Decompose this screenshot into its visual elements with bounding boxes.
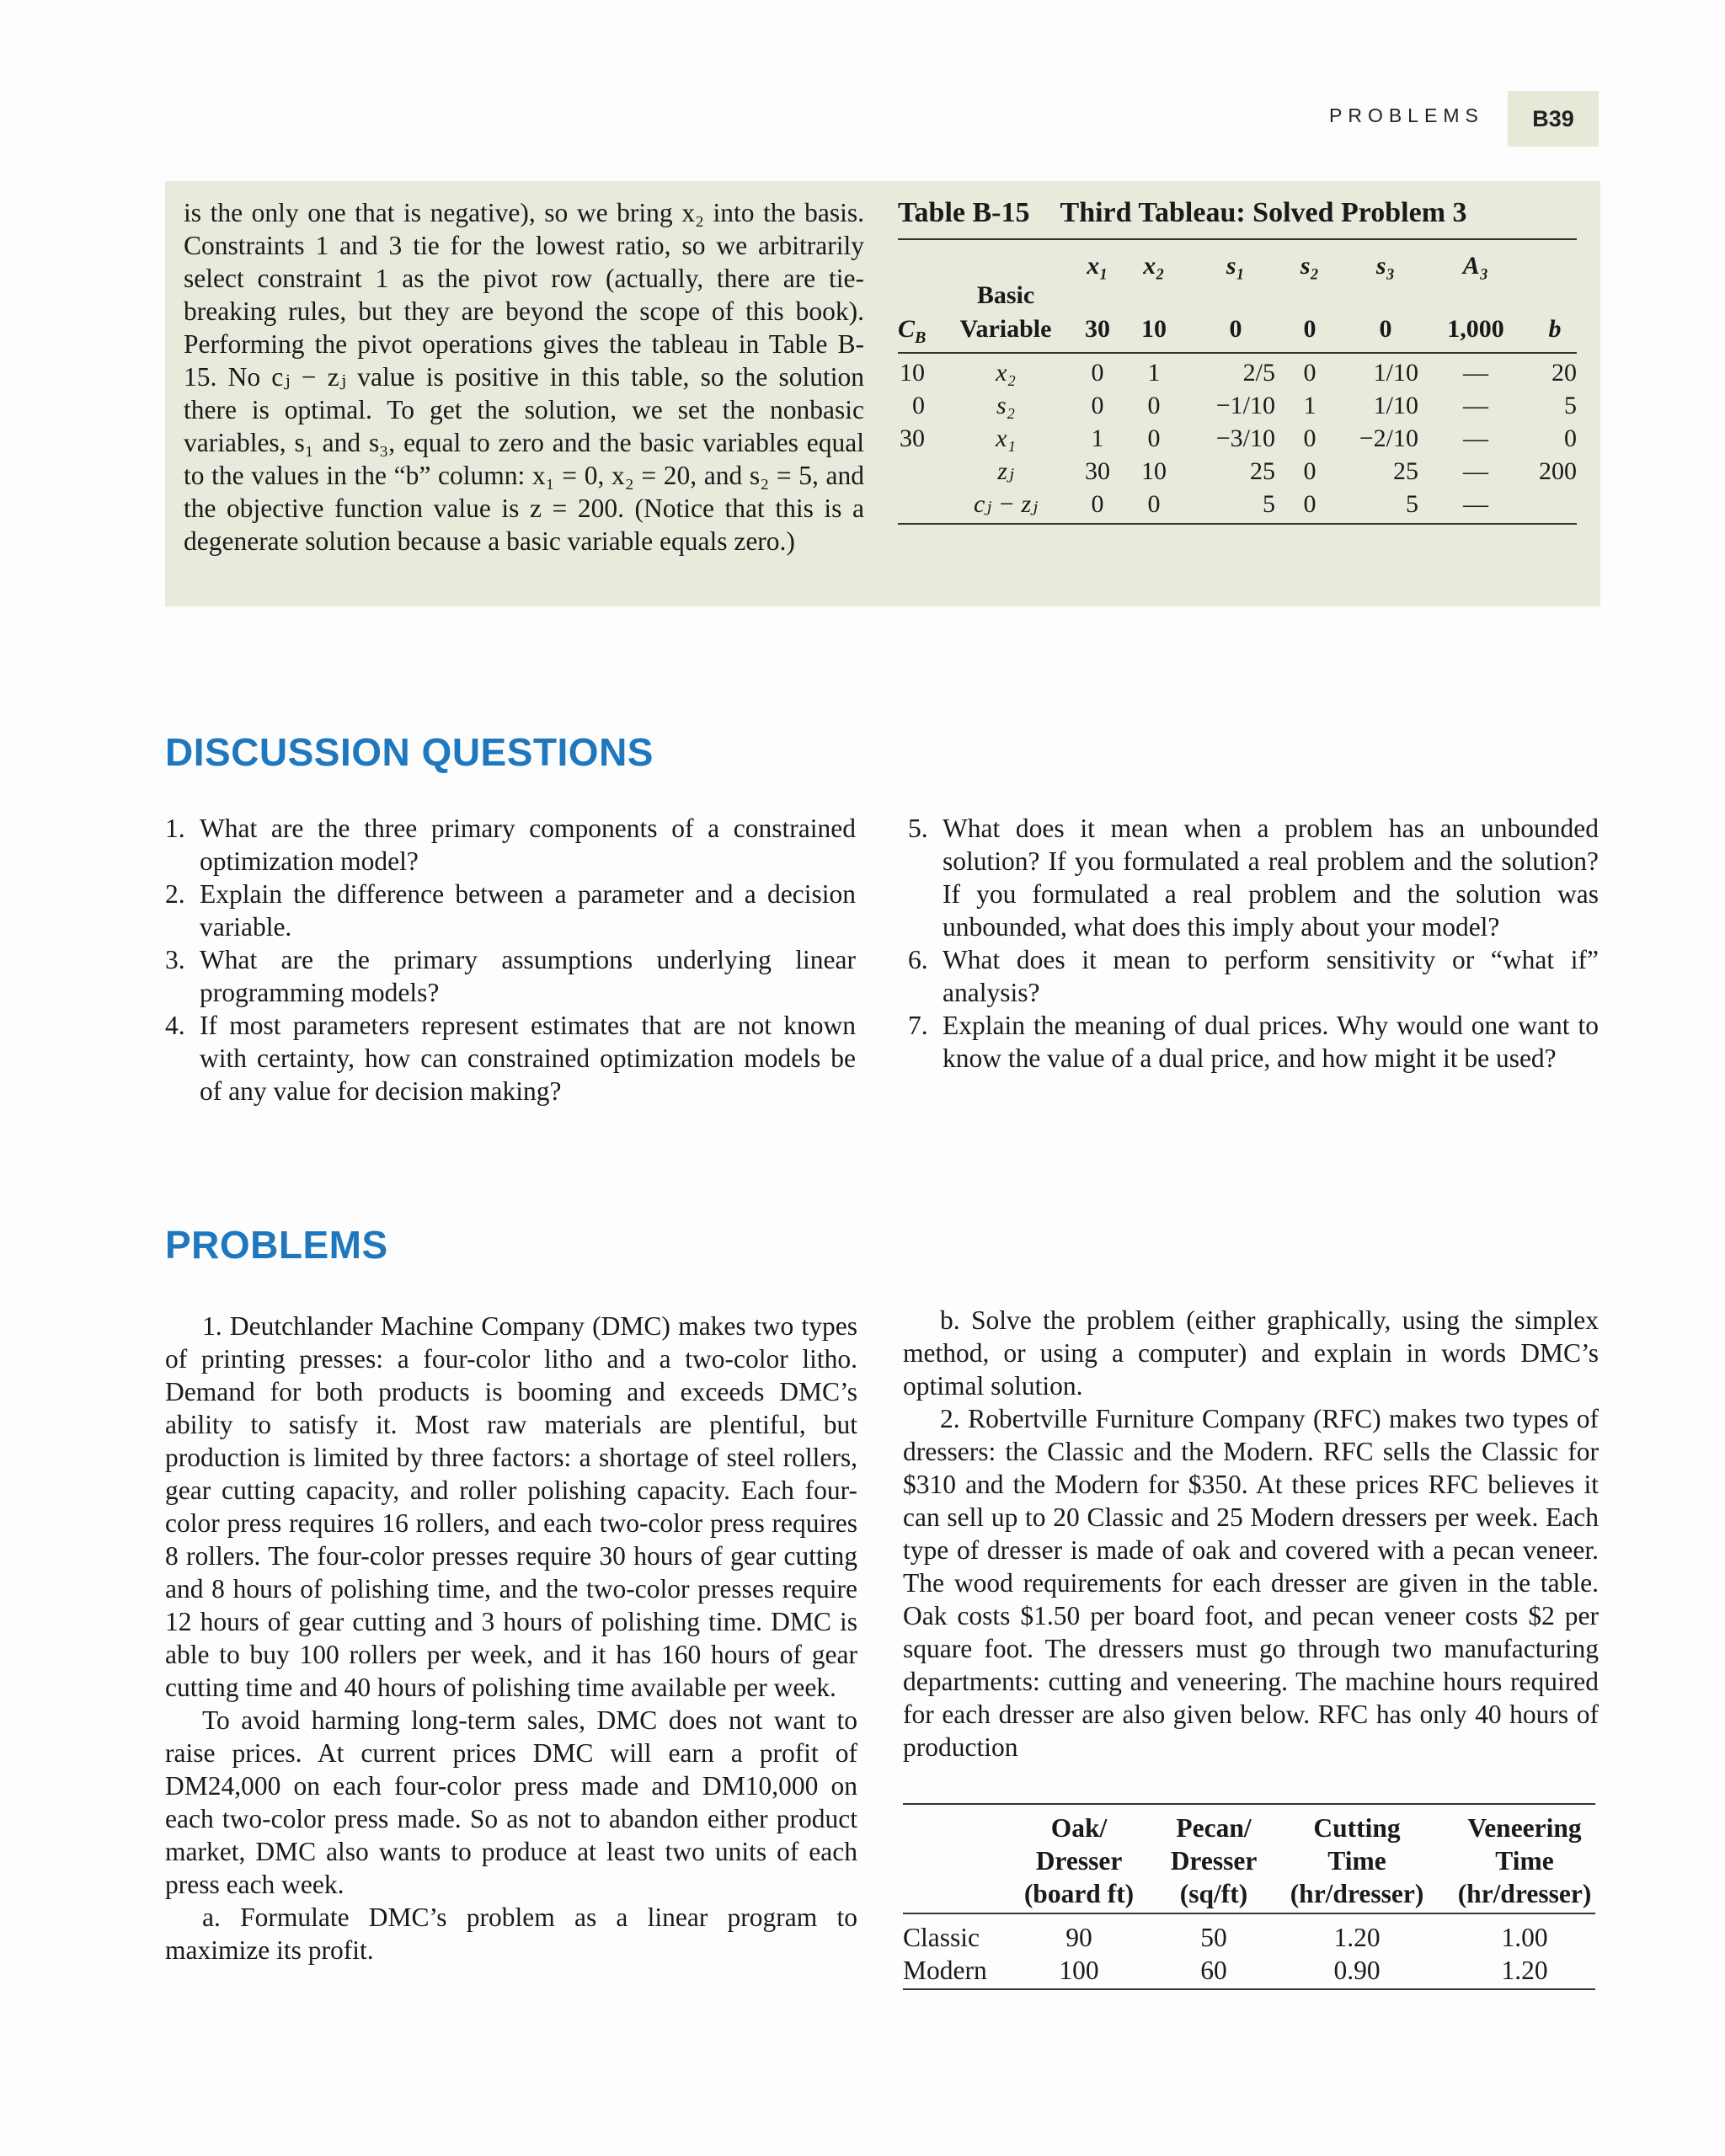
tableau-value-cell: 0 xyxy=(1147,424,1161,452)
problems-right-column xyxy=(903,1304,1599,1764)
dresser-table-value-cell: 60 xyxy=(1200,1956,1227,1985)
tableau-value-cell: 1/10 xyxy=(1373,359,1418,387)
cj-value: 1,000 xyxy=(1447,315,1504,343)
question-number: 1. xyxy=(165,814,185,843)
solved-problem-paragraph: is the only one that is negative), so we bring x₂ into the basis. Constraints 1 and 3 tie for the lowest ratio, so we arbitrarily select constraint 1 as the pivot row (actually, there are tie-breaking rules, but they are beyond the scope of this book). Performing the pivot operations gives the tableau in Table B-15. No cⱼ − zⱼ value is positive in this table, so the solution there is optimal. To get the solution, we set the nonbasic variables, s₁ and s₃, equal to zero and the basic variables equal to the values in the “b” column: x₁ = 0, x₂ = 20, and s₂ = 5, and the objective function value is z = 200. (Notice that this is a degenerate solution because a basic variable equals zero.) xyxy=(184,198,864,556)
cb-header xyxy=(898,314,926,353)
tableau-value-cell: 1/10 xyxy=(1373,392,1418,419)
tableau-value-cell: — xyxy=(1463,359,1488,387)
tableau-value-cell: — xyxy=(1463,457,1488,485)
question-number: 6. xyxy=(908,945,928,974)
tableau-top-rule xyxy=(898,238,1577,240)
tableau-value-cell: −3/10 xyxy=(1215,424,1275,452)
running-header-title: PROBLEMS xyxy=(1329,104,1484,126)
tableau-value-cell: 25 xyxy=(1393,457,1418,485)
discussion-question-item xyxy=(165,812,856,878)
discussion-question-item xyxy=(165,943,856,1009)
dresser-table-value-cell: 1.20 xyxy=(1501,1956,1548,1985)
question-number: 2. xyxy=(165,879,185,909)
cb-header-letter: C xyxy=(898,315,916,343)
tableau-value-cell: 0 xyxy=(1147,490,1161,518)
dresser-table-value-cell: 1.20 xyxy=(1333,1923,1381,1952)
discussion-question-item xyxy=(908,812,1599,943)
tableau-value-cell: −2/10 xyxy=(1359,424,1418,452)
question-text: What does it mean when a problem has an unbounded solution? If you formulated a real problem and the solution? If you formulated a real problem and the solution was unbounded, what does this imply about your model? xyxy=(943,814,1599,942)
solved-problem-text xyxy=(184,196,864,558)
dresser-table-header-cell: Oak/ xyxy=(1050,1813,1108,1843)
var-header-x2: x₂ xyxy=(1143,252,1165,280)
dresser-row-label: Modern xyxy=(903,1956,987,1985)
question-text: Explain the difference between a parameter and a decision variable. xyxy=(200,879,856,942)
dresser-table-header-cell: Dresser xyxy=(1035,1846,1123,1876)
dresser-table-header-rule xyxy=(903,1913,1595,1914)
dresser-table-header-cell: (hr/dresser) xyxy=(1457,1879,1592,1908)
dresser-table-value-cell: 90 xyxy=(1065,1923,1092,1952)
tableau-value-cell: 0 xyxy=(1303,424,1316,452)
cj-value: 10 xyxy=(1141,315,1167,343)
tableau-value-cell: 0 xyxy=(1147,392,1161,419)
basic-variable-header-line1: Basic xyxy=(976,281,1035,309)
question-text: What does it mean to perform sensitivity or “what if” analysis? xyxy=(943,945,1599,1007)
question-number: 3. xyxy=(165,945,185,974)
problem-1-part-a: a. Formulate DMC’s problem as a linear program to maximize its profit. xyxy=(165,1903,857,1965)
var-header-a3: A₃ xyxy=(1462,252,1489,280)
problem-1-part-b: b. Solve the problem (either graphically, using the simplex method, or using a computer) and explain in words DMC’s optimal solution. xyxy=(903,1305,1599,1401)
tableau-title: Third Tableau: Solved Problem 3 xyxy=(1060,197,1467,228)
cj-value: 0 xyxy=(1379,315,1392,343)
tableau-value-cell: 200 xyxy=(1539,457,1577,485)
dresser-table-header-cell: (hr/dresser) xyxy=(1290,1879,1424,1908)
tableau-header-rule xyxy=(898,352,1577,354)
tableau-value-cell: 5 xyxy=(1406,490,1418,518)
question-text: If most parameters represent estimates that are not known with certainty, how can constrained optimization models be of any value for decision making? xyxy=(200,1011,856,1106)
problem-1-intro: 1. Deutchlander Machine Company (DMC) makes two types of printing presses: a four-color litho and a two-color litho. Demand for both products is booming and exceeds DMC’s ability to satisfy it. Most raw materials are plentiful, but production is limited by three factors: a shortage of steel rollers, gear cutting capacity, and roller polishing capacity. Each four-color press requires 16 rollers, and each two-color press requires 8 rollers. The four-color presses require 30 hours of gear cutting and 8 hours of polishing time, and the two-color presses require 12 hours of gear cutting and 3 hours of polishing time. DMC is able to buy 100 rollers per week, and it has 160 hours of gear cutting time and 40 hours of polishing time available per week. xyxy=(165,1311,857,1702)
problems-left-column xyxy=(165,1310,857,1967)
question-text: What are the primary assumptions underlying linear programming models? xyxy=(200,945,856,1007)
question-number: 5. xyxy=(908,814,928,843)
dresser-table-header-cell: Time xyxy=(1327,1846,1386,1876)
discussion-section-title: DISCUSSION QUESTIONS xyxy=(165,730,654,774)
var-header-s2: s₂ xyxy=(1300,252,1320,280)
dresser-table-header-cell: Pecan/ xyxy=(1176,1813,1252,1843)
discussion-question-item xyxy=(908,1009,1599,1075)
tableau-cb-cell: 0 xyxy=(912,392,925,419)
question-text: Explain the meaning of dual prices. Why would one want to know the value of a dual price, and how might it be used? xyxy=(943,1011,1599,1073)
tableau-value-cell: 0 xyxy=(1091,490,1104,518)
dresser-table-top-rule xyxy=(903,1803,1595,1805)
discussion-question-item xyxy=(165,878,856,943)
dresser-table-header-cell: (sq/ft) xyxy=(1179,1879,1248,1908)
tableau-value-cell: — xyxy=(1463,424,1488,452)
dresser-table-value-cell: 1.00 xyxy=(1501,1923,1548,1952)
tableau-basic-variable-cell: x₁ xyxy=(996,424,1016,452)
cj-value: 0 xyxy=(1229,315,1242,343)
tableau-cb-cell: 30 xyxy=(900,424,925,452)
b-header: b xyxy=(1548,315,1562,343)
problem-1-second-paragraph: To avoid harming long-term sales, DMC does not want to raise prices. At current prices DMC will earn a profit of DM24,000 on each four-color press made and DM10,000 on each two-color press made. So as not to abandon either product market, DMC also wants to produce at least two units of each press each week. xyxy=(165,1705,857,1899)
tableau-value-cell: 25 xyxy=(1250,457,1275,485)
dresser-table-value-cell: 0.90 xyxy=(1333,1956,1381,1985)
tableau-cb-cell: 10 xyxy=(900,359,925,387)
page-number: B39 xyxy=(1508,91,1599,147)
tableau-value-cell: −1/10 xyxy=(1215,392,1275,419)
cb-header-subscript: B xyxy=(915,328,927,347)
dresser-table-header-cell: Veneering xyxy=(1467,1813,1582,1843)
tableau-value-cell: 0 xyxy=(1303,359,1316,387)
tableau-value-cell: 0 xyxy=(1564,424,1577,452)
tableau-label: Table B-15 xyxy=(898,197,1030,228)
var-header-s1: s₁ xyxy=(1226,252,1246,280)
cj-value: 30 xyxy=(1085,315,1110,343)
tableau-value-cell: 30 xyxy=(1085,457,1110,485)
dresser-row-label: Classic xyxy=(903,1923,980,1952)
dresser-table-value-cell: 100 xyxy=(1059,1956,1099,1985)
question-number: 7. xyxy=(908,1011,928,1040)
dresser-table-header-cell: Cutting xyxy=(1313,1813,1401,1843)
dresser-table-bottom-rule xyxy=(903,1988,1595,1990)
tableau-value-cell: 10 xyxy=(1141,457,1167,485)
question-text: What are the three primary components of a constrained optimization model? xyxy=(200,814,856,876)
tableau-value-cell: 0 xyxy=(1303,490,1316,518)
tableau-caption xyxy=(898,197,1467,229)
tableau-basic-variable-cell: zⱼ xyxy=(997,457,1014,485)
discussion-questions-right-column xyxy=(908,812,1599,1075)
tableau-value-cell: 5 xyxy=(1263,490,1275,518)
discussion-questions-left-column xyxy=(165,812,856,1107)
dresser-table-header-cell: Time xyxy=(1495,1846,1554,1876)
tableau-value-cell: 0 xyxy=(1091,359,1104,387)
var-header-s3: s₃ xyxy=(1375,252,1396,280)
var-header-x1: x₁ xyxy=(1087,252,1108,280)
cj-value: 0 xyxy=(1303,315,1316,343)
basic-variable-header-line2: Variable xyxy=(959,315,1052,343)
tableau-value-cell: 1 xyxy=(1303,392,1316,419)
tableau-basic-variable-cell: cⱼ − zⱼ xyxy=(973,490,1039,518)
tableau-value-cell: 2/5 xyxy=(1242,359,1275,387)
tableau-value-cell: 0 xyxy=(1091,392,1104,419)
tableau-bottom-rule xyxy=(898,523,1577,525)
tableau-value-cell: 0 xyxy=(1303,457,1316,485)
tableau-basic-variable-cell: x₂ xyxy=(996,359,1016,387)
question-number: 4. xyxy=(165,1011,185,1040)
discussion-question-item xyxy=(908,943,1599,1009)
discussion-question-item xyxy=(165,1009,856,1107)
problems-section-title: PROBLEMS xyxy=(165,1223,388,1267)
tableau-value-cell: 5 xyxy=(1564,392,1577,419)
tableau-value-cell: 1 xyxy=(1147,359,1161,387)
tableau-value-cell: — xyxy=(1463,392,1488,419)
dresser-table-header-cell: Dresser xyxy=(1170,1846,1258,1876)
dresser-table-header-cell: (board ft) xyxy=(1023,1879,1135,1908)
tableau-value-cell: 20 xyxy=(1551,359,1577,387)
tableau-value-cell: 1 xyxy=(1091,424,1104,452)
tableau-value-cell: — xyxy=(1463,490,1488,518)
tableau-basic-variable-cell: s₂ xyxy=(996,392,1016,419)
problem-2-text: 2. Robertville Furniture Company (RFC) makes two types of dressers: the Classic and the Modern. RFC sells the Classic for $310 and the Modern for $350. At these prices RFC believes it can sell up to 20 Classic and 25 Modern dressers per week. Each type of dresser is made of oak and covered with a pecan veneer. The wood requirements for each dresser are given in the table. Oak costs $1.50 per board foot, and pecan veneer costs $2 per square foot. The dressers must go through two manufacturing departments: cutting and veneering. The machine hours required for each dresser are also given below. RFC has only 40 hours of production xyxy=(903,1404,1599,1762)
dresser-table-value-cell: 50 xyxy=(1200,1923,1227,1952)
